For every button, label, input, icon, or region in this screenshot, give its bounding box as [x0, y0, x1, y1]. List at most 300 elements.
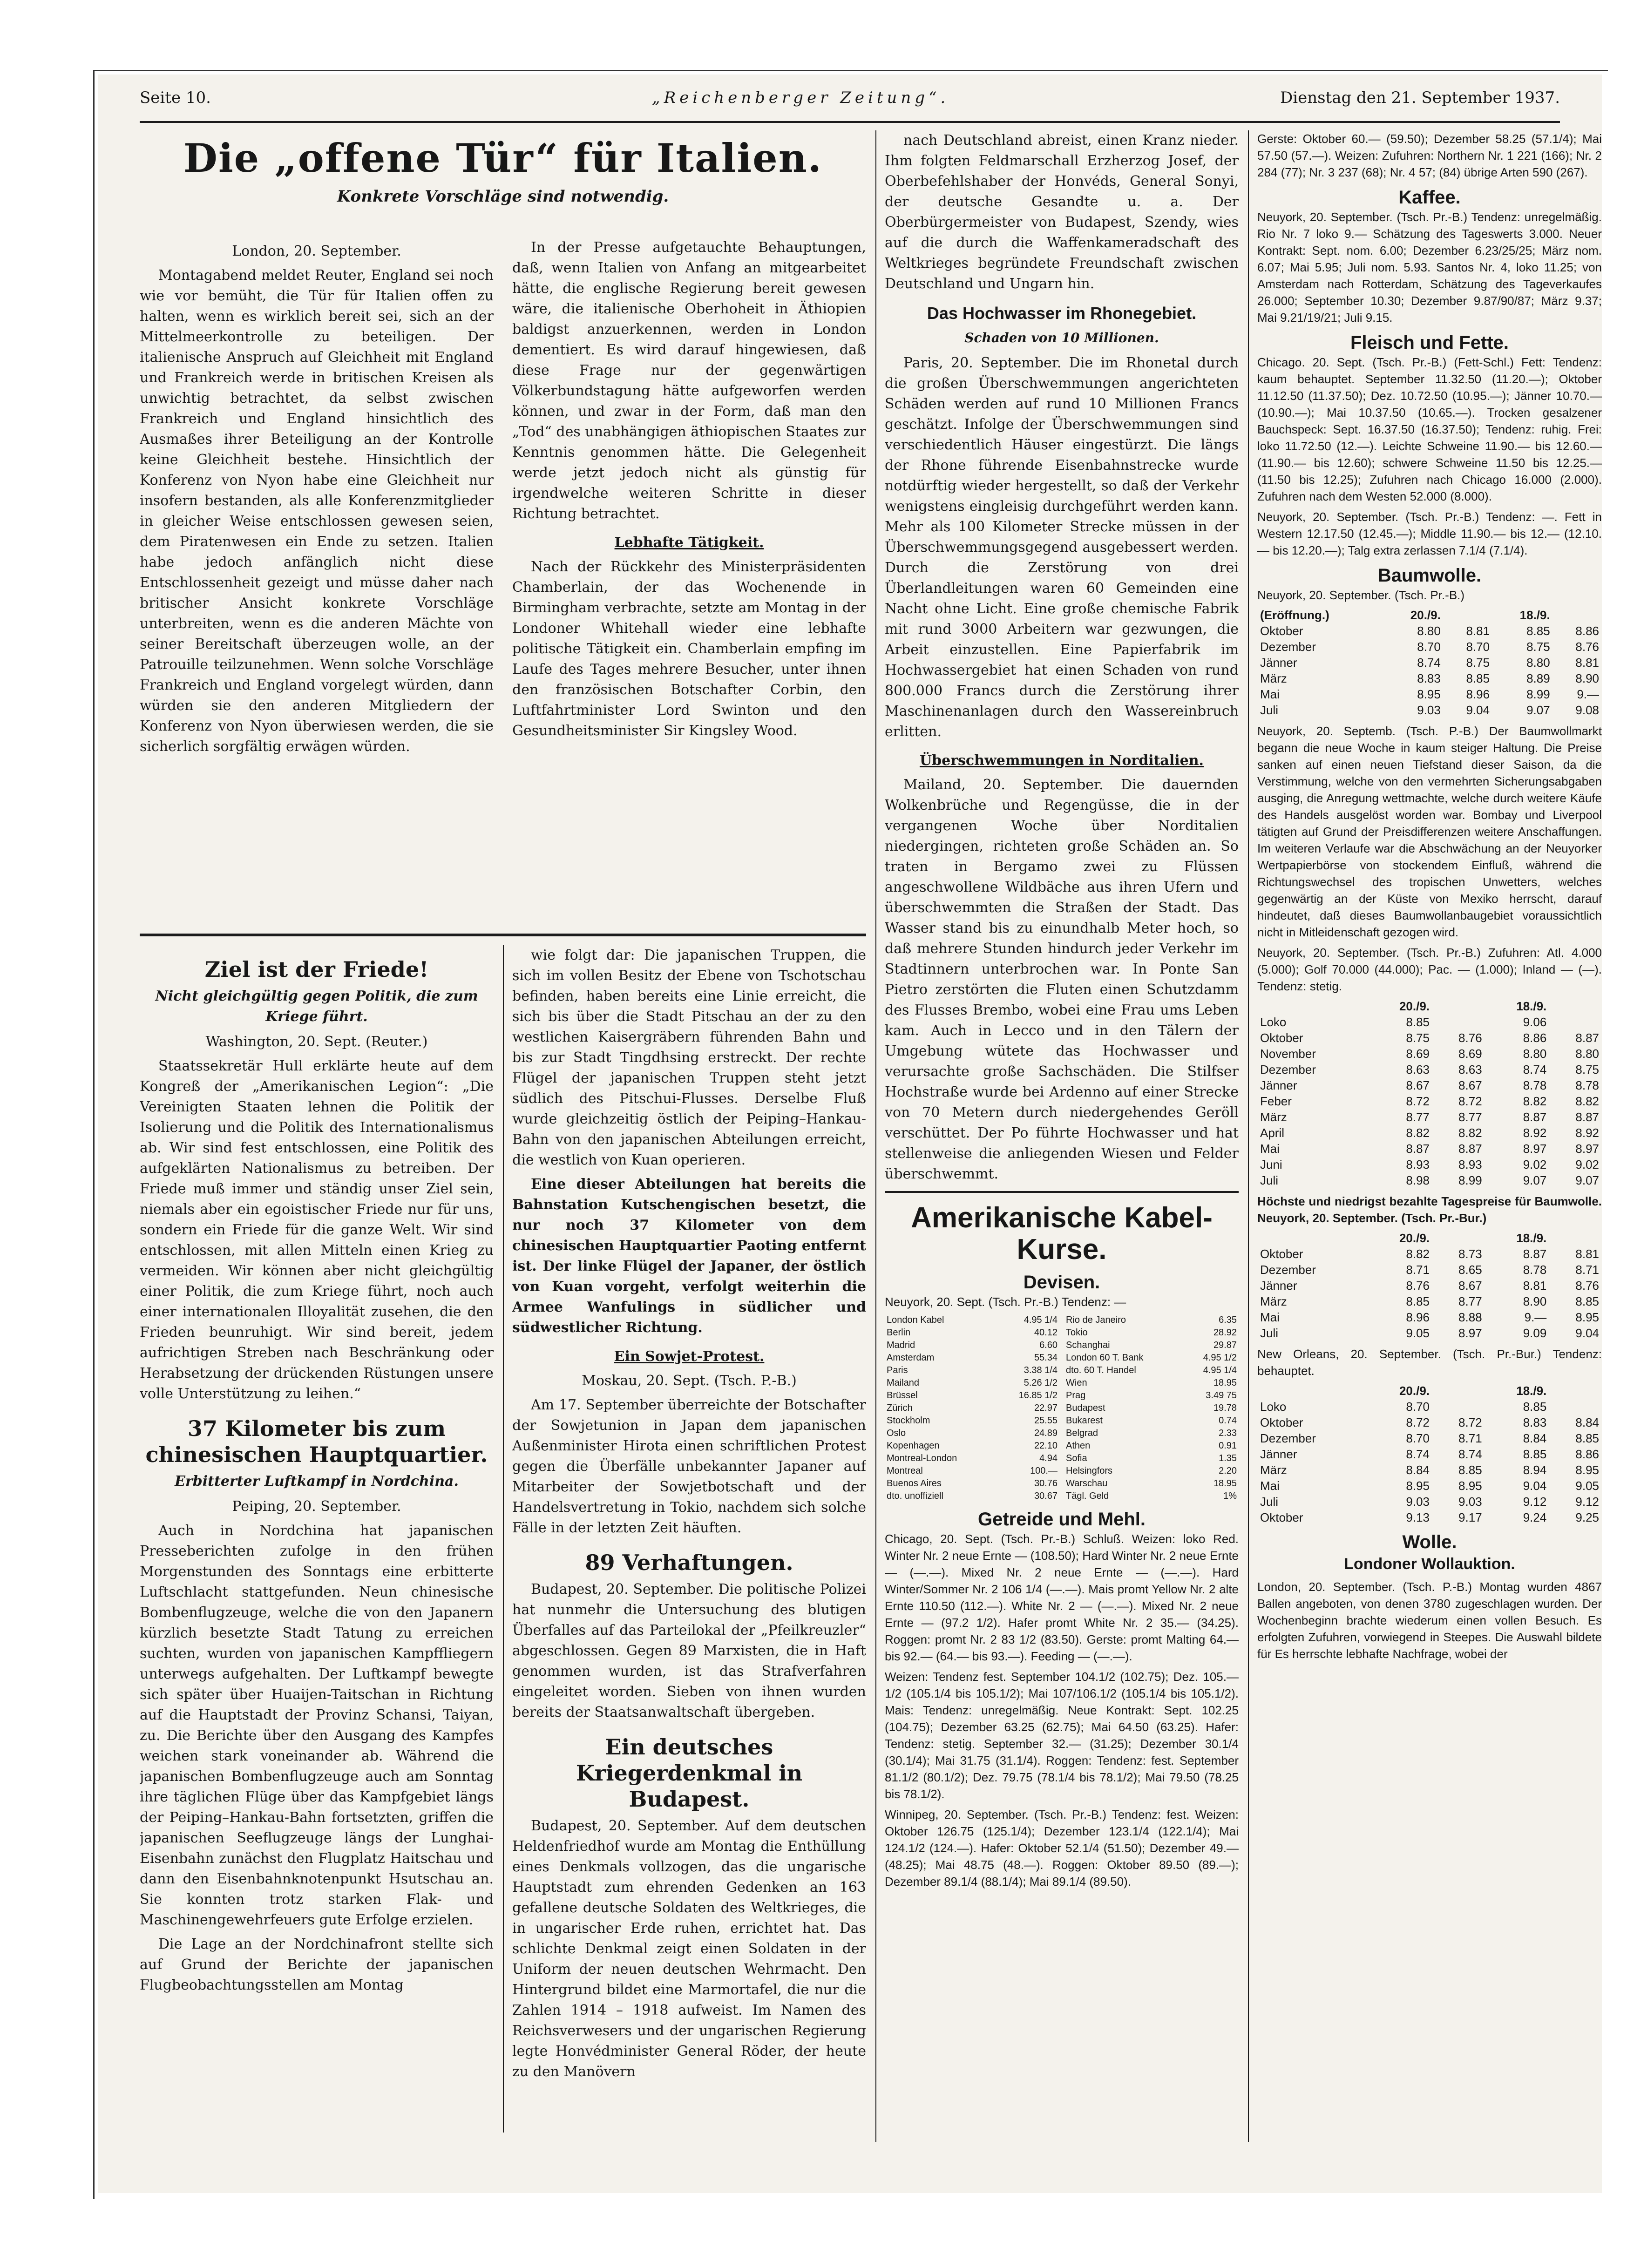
price-value: 8.77: [1406, 1110, 1430, 1124]
lebhaft-heading: Lebhafte Tätigkeit.: [614, 535, 764, 551]
rate-value: 0.74: [1219, 1415, 1237, 1426]
table-row: [1257, 1278, 1602, 1293]
baumwolle-table-4: [1257, 1383, 1602, 1525]
price-value: 8.82: [1523, 1094, 1547, 1108]
table-row: [1257, 1293, 1602, 1309]
price-value: 8.78: [1523, 1078, 1547, 1092]
verhaftungen-heading: 89 Verhaftungen.: [585, 1550, 793, 1575]
price-value: 8.77: [1458, 1294, 1482, 1308]
price-value: 8.94: [1523, 1463, 1547, 1477]
column-header: [1257, 998, 1368, 1014]
price-value: 8.99: [1458, 1173, 1482, 1187]
price-value: 9.07: [1526, 703, 1550, 717]
price-value: 8.67: [1458, 1279, 1482, 1293]
devisen-row: [1064, 1402, 1239, 1415]
table-header-row: [1257, 998, 1602, 1014]
getreide-heading: Getreide und Mehl.: [977, 1509, 1146, 1530]
rate-value: 4.94: [1039, 1453, 1058, 1463]
price-value: 8.73: [1458, 1247, 1482, 1261]
lead-headline: Die „offene Tür“ für Italien.: [183, 135, 823, 181]
month-label: Oktober: [1260, 624, 1303, 638]
devisen-heading: Devisen.: [1023, 1272, 1100, 1293]
price-value: 8.77: [1458, 1110, 1482, 1124]
devisen-tables: [885, 1314, 1239, 1503]
rate-label: Amsterdam: [887, 1353, 935, 1363]
norditalien-paragraph: Mailand, 20. September. Die dauernden Wolkenbrüche und Regengüsse, die in der vergangenen Woche über Norditalien niedergingen, richteten große Schäden an. So traten in Bergamo zwei zu Flüssen angeschwollene Wildbäche aus ihren Ufern und überschwemmten die Straßen der Stadt. Das Wasser stand bis zu einundhalb Meter hoch, so daß mehrere Stunden hindurch jeder Verkehr im Stadtinnern unterbrochen war. In Ponte San Pietro zerstörten die Fluten einen Schutzdamm des Flusses Brembo, wobei eine Frau ums Leben kam. Auch in Lecco und in den Tälern der Umgebung wütete das Hochwasser und verursachte große Sachschäden. Die Stilfser Hochstraße wurde bei Ardenno auf einer Strecke von 70 Metern durch niedergehendes Geröll verschüttet. Der Po führte Hochwasser und hat stellenweise die anliegenden Wiesen und Felder überschwemmt.: [885, 777, 1239, 1182]
table-row: [1257, 1510, 1602, 1525]
price-value: 8.85: [1523, 1447, 1547, 1461]
bw1-dateline: Neuyork, 20. September. (Tsch. Pr.-B.): [1257, 588, 1465, 602]
lead-bottom-rule: [140, 934, 866, 936]
devisen-row: [885, 1465, 1059, 1477]
table-row: [1257, 1109, 1602, 1125]
lead-paragraph-3: Nach der Rückkehr des Ministerpräsidenten Chamberlain, der das Wochenende in Birmingham verbrachte, setzte am Montag in der Londoner Whitehall wieder eine lebhafte politische Tätigkeit ein. Chamberlain empfing im Laufe des Tages mehrere Besucher, unter ihnen den französischen Botschafter Corbin, den Luftfahrtminister Lord Swinton und den Gesundheitsminister Sir Kingsley Wood.: [512, 559, 866, 739]
month-label: Jänner: [1260, 1078, 1297, 1092]
rate-value: 24.89: [1034, 1428, 1058, 1438]
price-value: 8.95: [1575, 1310, 1599, 1324]
rate-value: 29.87: [1213, 1340, 1237, 1350]
table-row: [1257, 1030, 1602, 1046]
devisen-row: [885, 1402, 1059, 1415]
rate-label: Montreal-London: [887, 1453, 957, 1463]
price-value: 8.71: [1575, 1263, 1599, 1277]
price-value: 9.06: [1523, 1015, 1547, 1029]
price-value: 9.05: [1406, 1326, 1430, 1340]
price-value: 8.92: [1575, 1126, 1599, 1140]
price-value: 9.02: [1575, 1158, 1599, 1171]
table-header-row: [1257, 1383, 1602, 1399]
devisen-row: [885, 1477, 1059, 1490]
getreide-paragraph-2: Weizen: Tendenz fest. September 104.1/2 (102.75); Dez. 105.—1/2 (105.1/4 bis 105.1/2); Mai 107/106.1/2 (105.1/4 bis 105.1/2). Mais: Tendenz: unregelmäßig. Neue Kontrakt: Sept. 102.25 (104.75); Dezember 63.25 (62.75); Mai 64.50 (63.25). Hafer: Tendenz: stetig. September 32.— (31.25); Dezember 30.1/4 (30.1/4); Mai 31.75 (31.1/4). Roggen: Tendenz: fest. September 81.1/2 (80.1/2); Dez. 79.75 (78.1/4 bis 78.1/2); Mai 79.50 (78.25 bis 78.1/2).: [885, 1670, 1239, 1801]
price-value: 8.87: [1575, 1110, 1599, 1124]
table-header-row: [1257, 607, 1602, 623]
devisen-row: [1064, 1339, 1239, 1352]
rate-label: Tägl. Geld: [1066, 1491, 1109, 1501]
price-value: 8.95: [1575, 1463, 1599, 1477]
bw3-dateline: Höchste und niedrigst bezahlte Tagespreise für Baumwolle. Neuyork, 20. September. (Tsch. Pr.-Bur.): [1257, 1194, 1602, 1225]
month-label: März: [1260, 1110, 1287, 1124]
devisen-table-left: [885, 1314, 1059, 1503]
table-row: [1257, 1494, 1602, 1510]
rate-value: 100.—: [1030, 1466, 1058, 1476]
bw2-dateline: Neuyork, 20. September. (Tsch. Pr.-B.) Zufuhren: Atl. 4.000 (5.000); Golf 70.000 (44.000); Pac. — (1.000); Inland — (—). Tendenz: stetig.: [1257, 946, 1602, 993]
column-header: 18./9.: [1516, 999, 1547, 1013]
price-value: 8.97: [1523, 1142, 1547, 1156]
price-value: 8.99: [1526, 687, 1550, 701]
column-header: [1549, 998, 1602, 1014]
column-header: [1257, 1230, 1368, 1246]
price-value: 8.74: [1406, 1447, 1430, 1461]
devisen-row: [885, 1377, 1059, 1389]
rate-value: 22.10: [1034, 1441, 1058, 1451]
price-value: 8.72: [1458, 1094, 1482, 1108]
price-value: 8.82: [1406, 1126, 1430, 1140]
price-value: 9.17: [1458, 1510, 1482, 1524]
price-value: 9.24: [1523, 1510, 1547, 1524]
price-value: 9.04: [1575, 1326, 1599, 1340]
price-value: 8.71: [1458, 1431, 1482, 1445]
month-label: Mai: [1260, 687, 1280, 701]
month-label: Jänner: [1260, 1279, 1297, 1293]
rate-label: Oslo: [887, 1428, 906, 1438]
price-value: [1549, 1014, 1602, 1030]
column-header: 20./9.: [1399, 999, 1430, 1013]
rate-label: Warschau: [1066, 1478, 1108, 1489]
sowjet-heading: Ein Sowjet-Protest.: [614, 1348, 765, 1365]
price-value: [1432, 1014, 1485, 1030]
month-label: Feber: [1260, 1094, 1292, 1108]
price-value: 8.84: [1575, 1415, 1599, 1429]
price-value: 8.75: [1526, 640, 1550, 654]
rate-label: Madrid: [887, 1340, 915, 1350]
month-label: November: [1260, 1047, 1316, 1061]
price-value: 9.—: [1524, 1310, 1547, 1324]
column-4: [1257, 130, 1602, 2156]
rate-value: 22.97: [1034, 1403, 1058, 1413]
column-header: [1549, 1230, 1602, 1246]
rate-value: 4.95 1/2: [1203, 1353, 1237, 1363]
column-header: [1257, 1383, 1368, 1399]
rate-value: 1.35: [1219, 1453, 1237, 1463]
month-label: Jänner: [1260, 656, 1297, 670]
rate-label: Wien: [1066, 1378, 1087, 1388]
price-value: 8.81: [1523, 1279, 1547, 1293]
rate-value: 5.26 1/2: [1024, 1378, 1058, 1388]
month-label: Juni: [1260, 1158, 1282, 1171]
rate-label: Tokio: [1066, 1327, 1088, 1338]
getreide-paragraph-3: Winnipeg, 20. September. (Tsch. Pr.-B.) Tendenz: fest. Weizen: Oktober 126.75 (125.1/4); Dezember 123.1/4 (122.1/4); Mai 124.1/2 (124.—). Hafer: Oktober 52.1/4 (51.50); Dezember 49.— (48.25); Mai 48.75 (48.—). Roggen: Oktober 89.50 (89.—); Dezember 89.1/4 (88.1/4); Mai 89.1/4 (89.50).: [885, 1808, 1239, 1889]
devisen-row: [1064, 1389, 1239, 1402]
price-value: 8.97: [1458, 1326, 1482, 1340]
price-value: 8.72: [1406, 1415, 1430, 1429]
devisen-row: [1064, 1465, 1239, 1477]
devisen-row: [885, 1389, 1059, 1402]
month-label: Mai: [1260, 1142, 1280, 1156]
wollauktion-heading: Londoner Wollauktion.: [1344, 1555, 1515, 1573]
month-label: Jänner: [1260, 1447, 1297, 1461]
table-row: [1257, 702, 1602, 718]
column-header: [1553, 607, 1602, 623]
rate-value: 6.60: [1039, 1340, 1058, 1350]
column-2-bottom: [512, 945, 866, 2156]
month-label: März: [1260, 1463, 1287, 1477]
kaffee-paragraph: Neuyork, 20. September. (Tsch. Pr.-B.) Tendenz: unregelmäßig. Rio Nr. 7 loko 9.— Schätzung des Tageswerts 3.000. Neuer Kontrakt: Sept. nom. 6.00; Dezember 6.23/25/25; März nom. 6.07; Mai 5.95; Juli nom. 5.93. Santos Nr. 4, loko 11.25; von Amsterdam nach Rotterdam, Schätzung des Tageverkaufes 26.000; September 10.30; Dezember 9.87/90/87; März 9.37; Mai 9.21/19/21; Juli 9.15.: [1257, 210, 1602, 325]
table-row: [1257, 1399, 1602, 1415]
price-value: 8.98: [1406, 1173, 1430, 1187]
devisen-row: [1064, 1477, 1239, 1490]
month-label: Dezember: [1260, 1263, 1316, 1277]
column-1-bottom: [140, 945, 494, 2156]
month-label: Mai: [1260, 1310, 1280, 1324]
month-label: Juli: [1260, 703, 1279, 717]
gerste-paragraph: Gerste: Oktober 60.— (59.50); Dezember 58.25 (57.1/4); Mai 57.50 (57.—). Weizen: Zufuhren: Northern Nr. 1 221 (166); Nr. 2 284 (77); Nr. 3 237 (68); Nr. 4 57; (84) übrige Arten 590 (267).: [1257, 132, 1602, 179]
price-value: 8.86: [1523, 1031, 1547, 1045]
kaffee-heading: Kaffee.: [1398, 187, 1461, 208]
price-value: 9.07: [1575, 1173, 1599, 1187]
price-value: 8.95: [1406, 1479, 1430, 1493]
price-value: 8.85: [1526, 624, 1550, 638]
rate-value: 6.35: [1219, 1315, 1237, 1325]
price-value: 8.84: [1406, 1463, 1430, 1477]
rate-label: Brüssel: [887, 1390, 918, 1401]
price-value: 8.97: [1575, 1142, 1599, 1156]
rate-value: 18.95: [1213, 1378, 1237, 1388]
price-value: 8.96: [1406, 1310, 1430, 1324]
month-label: Loko: [1260, 1400, 1287, 1414]
lead-paragraph-2: In der Presse aufgetauchte Behauptungen, daß, wenn Italien von Anfang an mitgearbeitet hätte, die englische Regierung bereit gewesen wäre, die italienische Oberhoheit in Äthiopien baldigst anzuerkennen, werden in London dementiert. Es wird darauf hingewiesen, daß diese Frage nur der gegenwärtigen Völkerbundstagung hätte aufgeworfen werden können, und zwar in der Form, daß man den „Tod“ des unabhängigen äthiopischen Staates zur Kenntnis genommen hätte. Die Gelegenheit werde jetzt jedoch nicht als günstig für irgendwelche weiteren Schritte in dieser Richtung betrachtet.: [512, 239, 866, 522]
table-row: [1257, 1415, 1602, 1430]
price-value: 8.87: [1523, 1247, 1547, 1261]
devisen-table-right: [1064, 1314, 1239, 1503]
devisen-row: [1064, 1352, 1239, 1364]
rhone-heading: Das Hochwasser im Rhonegebiet.: [927, 304, 1197, 323]
price-value: 8.75: [1406, 1031, 1430, 1045]
sowjet-dateline: Moskau, 20. Sept. (Tsch. P.-B.): [582, 1373, 797, 1389]
month-label: Juli: [1260, 1495, 1279, 1509]
newspaper-page: [98, 74, 1602, 2193]
devisen-row: [885, 1415, 1059, 1427]
price-value: [1432, 1399, 1485, 1415]
price-value: 8.76: [1575, 1279, 1599, 1293]
baumwolle-heading: Baumwolle.: [1377, 565, 1482, 586]
rate-label: Mailand: [887, 1378, 920, 1388]
price-value: 8.69: [1458, 1047, 1482, 1061]
devisen-row: [1064, 1314, 1239, 1327]
rate-label: Kopenhagen: [887, 1441, 940, 1451]
price-value: 8.74: [1458, 1447, 1482, 1461]
price-value: 8.83: [1417, 671, 1441, 685]
price-value: 9.04: [1466, 703, 1490, 717]
table-row: [1257, 1141, 1602, 1157]
devisen-row: [1064, 1364, 1239, 1377]
price-value: 9.08: [1575, 703, 1599, 717]
header-rule: [140, 121, 1560, 123]
price-value: 8.70: [1406, 1431, 1430, 1445]
rhone-paragraph: Paris, 20. September. Die im Rhonetal durch die großen Überschwemmungen angerichteten Schäden werden auf rund 10 Millionen Francs geschätzt. Infolge der Überschwemmungen sind verschiedentlich Häuser eingestürzt. Die längs der Rhone führende Eisenbahnstrecke wurde notdürftig wieder hergestellt, so daß der Verkehr wenigstens eingleisig durchgeführt werden kann. Mehr als 100 Kilometer Strecke müssen in der Überschwemmungsgegend ausgebessert werden. Durch die Zerstörung von drei Überlandleitungen waren 60 Gemeinden eine Nacht ohne Licht. Eine große chemische Fabrik mit rund 3000 Arbeitern war gezwungen, die Arbeit einzustellen. Eine Papierfabrik im Hochwassergebiet hat einen Schaden von rund 800.000 Francs durch die Zerstörung ihrer Maschinenanlagen durch den Wassereinbruch erlitten.: [885, 355, 1239, 740]
ziel-dateline: Washington, 20. Sept. (Reuter.): [205, 1034, 428, 1050]
rate-value: 4.95 1/4: [1024, 1315, 1058, 1325]
table-row: [1257, 1309, 1602, 1325]
price-value: 8.69: [1406, 1047, 1430, 1061]
month-label: Juli: [1260, 1326, 1279, 1340]
rate-label: Zürich: [887, 1403, 913, 1413]
rate-value: 28.92: [1213, 1327, 1237, 1338]
price-value: 9.09: [1523, 1326, 1547, 1340]
devisen-row: [1064, 1440, 1239, 1452]
column-rule-1: [503, 945, 504, 2133]
price-value: 8.87: [1458, 1142, 1482, 1156]
column-header: [1432, 1383, 1485, 1399]
column-2-top: [512, 237, 866, 936]
price-value: 8.80: [1575, 1047, 1599, 1061]
price-value: 8.74: [1523, 1063, 1547, 1076]
rate-value: 19.78: [1213, 1403, 1237, 1413]
column-header: 18./9.: [1516, 1384, 1547, 1398]
table-row: [1257, 1462, 1602, 1478]
price-value: 8.83: [1523, 1415, 1547, 1429]
price-value: 8.81: [1466, 624, 1490, 638]
month-label: Loko: [1260, 1015, 1287, 1029]
table-row: [1257, 1430, 1602, 1446]
rate-label: Helsingfors: [1066, 1466, 1113, 1476]
devisen-row: [885, 1364, 1059, 1377]
price-value: 9.03: [1458, 1495, 1482, 1509]
price-value: 8.78: [1575, 1078, 1599, 1092]
table-row: [1257, 670, 1602, 686]
price-value: 9.12: [1575, 1495, 1599, 1509]
rate-value: 16.85 1/2: [1018, 1390, 1058, 1401]
rate-label: dto. 60 T. Handel: [1066, 1365, 1136, 1375]
price-value: 9.03: [1406, 1495, 1430, 1509]
price-value: 8.85: [1458, 1463, 1482, 1477]
price-value: 9.02: [1523, 1158, 1547, 1171]
rate-value: 3.38 1/4: [1024, 1365, 1058, 1375]
price-value: 8.85: [1523, 1400, 1547, 1414]
column-rule-3: [1248, 130, 1249, 2142]
table-row: [1257, 1246, 1602, 1262]
table-row: [1257, 1446, 1602, 1462]
table-row: [1257, 623, 1602, 639]
price-value: 8.88: [1458, 1310, 1482, 1324]
price-value: 9.04: [1523, 1479, 1547, 1493]
table-row: [1257, 1325, 1602, 1341]
rate-value: 2.20: [1219, 1466, 1237, 1476]
price-value: 8.65: [1458, 1263, 1482, 1277]
price-value: 8.85: [1466, 671, 1490, 685]
rate-value: 0.91: [1219, 1441, 1237, 1451]
devisen-row: [885, 1440, 1059, 1452]
rate-label: London Kabel: [887, 1315, 944, 1325]
price-value: 8.70: [1417, 640, 1441, 654]
month-label: Dezember: [1260, 640, 1316, 654]
column-header: [1549, 1383, 1602, 1399]
table-row: [1257, 1062, 1602, 1077]
devisen-dateline: Neuyork, 20. Sept. (Tsch. Pr.-B.) Tendenz: —: [885, 1295, 1126, 1309]
column-header: 18./9.: [1516, 1231, 1547, 1245]
rate-value: 4.95 1/4: [1203, 1365, 1237, 1375]
rate-label: Montreal: [887, 1466, 923, 1476]
column-header: [1432, 998, 1485, 1014]
price-value: 8.85: [1575, 1431, 1599, 1445]
devisen-row: [885, 1427, 1059, 1440]
column-header: 20./9.: [1399, 1384, 1430, 1398]
column-header: (Eröffnung.): [1260, 608, 1329, 622]
price-value: 8.63: [1406, 1063, 1430, 1076]
price-value: 8.75: [1466, 656, 1490, 670]
newspaper-title: „Reichenberger Zeitung“.: [652, 88, 949, 107]
price-value: 8.72: [1406, 1094, 1430, 1108]
price-value: 8.78: [1523, 1263, 1547, 1277]
norditalien-heading: Überschwemmungen in Norditalien.: [919, 752, 1204, 769]
fleisch-heading: Fleisch und Fette.: [1350, 332, 1509, 353]
km-paragraph-2: Die Lage an der Nordchinafront stellte sich auf Grund der Berichte der japanischen Flugbeobachtungsstellen am Montag: [140, 1936, 494, 1993]
rate-label: Buenos Aires: [887, 1478, 942, 1489]
price-value: 8.85: [1575, 1294, 1599, 1308]
column-header: 20./9.: [1410, 608, 1441, 622]
price-value: 8.90: [1575, 671, 1599, 685]
price-value: 8.80: [1417, 624, 1441, 638]
month-label: Oktober: [1260, 1510, 1303, 1524]
column-header: [1444, 607, 1492, 623]
price-value: 8.82: [1406, 1247, 1430, 1261]
price-value: 8.71: [1406, 1263, 1430, 1277]
price-value: 8.81: [1575, 656, 1599, 670]
price-value: 8.63: [1458, 1063, 1482, 1076]
price-value: 8.85: [1406, 1015, 1430, 1029]
km-paragraph-1: Auch in Nordchina hat japanischen Presseberichten zufolge in den frühen Morgenstunden des Sonntags eine erbitterte Luftschlacht stattgefunden. Neun chinesische Bombenflugzeuge, welche die von den Japanern kürzlich besetzte Stadt Tatung zu erreichen suchten, wurden von japanischen Kampffliegern unterwegs aufgehalten. Der Luftkampf bewegte sich später über Huaijen-Taitschan in Richtung auf die Hauptstadt der Provinz Schansi, Taiyan, zu. Die Berichte über den Ausgang des Kampfes weichen stark voneinander ab. Während die japanischen Bombenflugzeuge auch am Sonntag ihre täglichen Flüge über das Kampfgebiet längs der Peiping–Hankau-Bahn fortsetzten, griffen die japanischen Seeflugzeuge längs der Lunghai-Eisenbahn zunächst den Flugplatz Haitschau und dann den Eisenbahnknotenpunkt Hsutschau an. Sie konnten trotz starken Flak- und Maschinengewehrfeuers gute Erfolge erzielen.: [140, 1523, 494, 1928]
wolle-paragraph: London, 20. September. (Tsch. P.-B.) Montag wurden 4867 Ballen angeboten, von denen 3780 zugeschlagen wurden. Der Wochenbeginn brachte wiederum einen vollen Besuch. Es erfolgten Zufuhren, vorwiegend in Steepes. Die Auswahl bildete für Es herrschte lebhafte Nachfrage, wobei der: [1257, 1580, 1602, 1661]
kabel-heading: Amerikanische Kabel-Kurse.: [911, 1202, 1213, 1266]
rate-label: Schanghai: [1066, 1340, 1110, 1350]
price-value: 8.67: [1406, 1078, 1430, 1092]
table-header-row: [1257, 1230, 1602, 1246]
getreide-paragraph-1: Chicago, 20. Sept. (Tsch. Pr.-B.) Schluß. Weizen: loko Red. Winter Nr. 2 neue Ernte — (108.50); Hard Winter Nr. 2 neue Ernte — (—.—). Mixed Nr. 2 neue Ernte — (—.—). Hard Winter/Sommer Nr. 2 106 1/4 (—.—). Mais promt Yellow Nr. 2 alte Ernte 110.50 (112.—). White Nr. 2 — (—.—). Mixed Nr. 2 neue Ernte — (97.2 1/2). Hafer promt White Nr. 2 35.— (34.25). Roggen: promt Nr. 2 83 1/2 (83.50). Gerste: promt Malting 64.— bis 92.— (64.— bis 93.—). Feeding — (—.—).: [885, 1532, 1239, 1663]
table-row: [1257, 639, 1602, 655]
bw4-dateline: New Orleans, 20. September. (Tsch. Pr.-Bur.) Tendenz: behauptet.: [1257, 1347, 1602, 1378]
table-row: [1257, 1077, 1602, 1093]
rate-label: Stockholm: [887, 1415, 930, 1426]
price-value: 8.96: [1466, 687, 1490, 701]
devisen-row: [1064, 1452, 1239, 1465]
table-row: [1257, 1125, 1602, 1141]
month-label: März: [1260, 671, 1287, 685]
column-header: 18./9.: [1519, 608, 1550, 622]
price-value: 9.—: [1577, 687, 1599, 701]
devisen-row: [1064, 1415, 1239, 1427]
price-value: 8.80: [1523, 1047, 1547, 1061]
price-value: 9.03: [1417, 703, 1441, 717]
rate-label: Rio de Janeiro: [1066, 1315, 1126, 1325]
price-value: 8.87: [1575, 1031, 1599, 1045]
month-label: Juli: [1260, 1173, 1279, 1187]
price-value: 8.70: [1466, 640, 1490, 654]
rate-value: 1%: [1223, 1491, 1237, 1501]
baumwolle-table-2: [1257, 998, 1602, 1188]
km-paragraph-4: Eine dieser Abteilungen hat bereits die Bahnstation Kutschengischen besetzt, die nur noch 37 Kilometer von dem chinesischen Hauptquartier Paoting entfernt ist. Der linke Flügel der Japaner, der östlich von Kuan vorgeht, verfolgt weiterhin die Armee Wanfulings in südlicher und südwestlicher Richtung.: [512, 1176, 866, 1336]
verhaftungen-paragraph: Budapest, 20. September. Die politische Polizei hat nunmehr die Untersuchung des blutigen Überfalles auf das Parteilokal der „Pfeilkreuzler“ abgeschlossen. Gegen 89 Marxisten, die in Haft genommen wurden, ist das Strafverfahren eingeleitet worden. Sieben von ihnen wurden bereits der Staatsanwaltschaft übergeben.: [512, 1581, 866, 1720]
price-value: [1549, 1399, 1602, 1415]
ziel-subheading: Nicht gleichgültig gegen Politik, die zum Kriege führt.: [155, 988, 478, 1025]
table-row: [1257, 686, 1602, 702]
devisen-row: [1064, 1327, 1239, 1339]
price-value: 8.84: [1523, 1431, 1547, 1445]
rate-value: 40.12: [1034, 1327, 1058, 1338]
price-value: 9.13: [1406, 1510, 1430, 1524]
table-row: [1257, 1046, 1602, 1062]
page-header: [140, 84, 1560, 116]
rate-label: Budapest: [1066, 1403, 1105, 1413]
price-value: 8.86: [1575, 624, 1599, 638]
rate-label: Berlin: [887, 1327, 911, 1338]
price-value: 8.89: [1526, 671, 1550, 685]
month-label: Oktober: [1260, 1247, 1303, 1261]
column-1-top: [140, 237, 494, 936]
price-value: 9.12: [1523, 1495, 1547, 1509]
month-label: Oktober: [1260, 1415, 1303, 1429]
devisen-row: [885, 1314, 1059, 1327]
price-value: 8.72: [1458, 1415, 1482, 1429]
price-value: 8.95: [1417, 687, 1441, 701]
rate-value: 30.67: [1034, 1491, 1058, 1501]
fleisch-paragraph-2: Neuyork, 20. September. (Tsch. Pr.-B.) Tendenz: —. Fett in Western 12.17.50 (12.45.—); Middle 11.90.— bis 12.— (12.10.— bis 12.20.—); Talg extra zerlassen 7.1/4 (7.1/4).: [1257, 510, 1602, 557]
km-dateline: Peiping, 20. September.: [232, 1498, 401, 1515]
price-value: 8.76: [1458, 1031, 1482, 1045]
column-rule-2: [875, 130, 876, 2142]
price-value: 8.80: [1526, 656, 1550, 670]
table-row: [1257, 655, 1602, 670]
table-row: [1257, 1172, 1602, 1188]
ziel-heading: Ziel ist der Friede!: [204, 957, 429, 982]
